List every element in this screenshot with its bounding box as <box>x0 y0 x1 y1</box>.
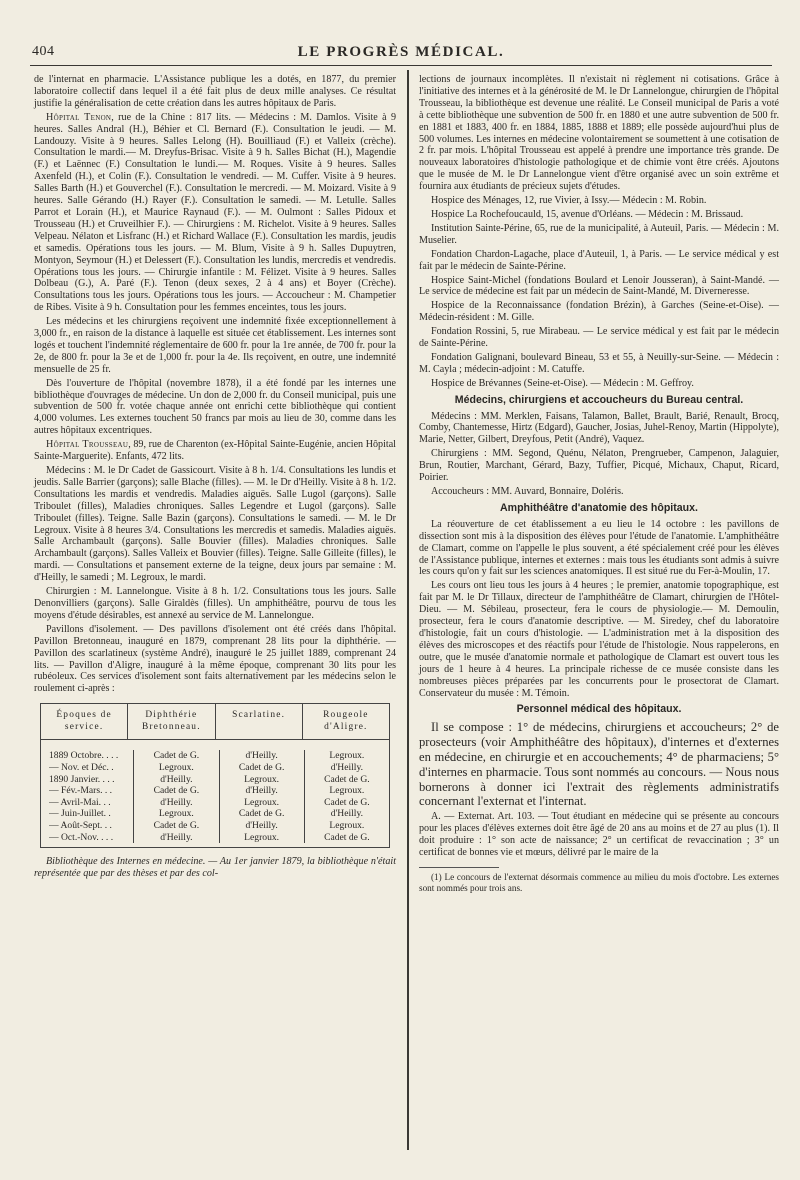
paragraph: Médecins : MM. Merklen, Faisans, Talamon, Ballet, Brault, Barié, Renault, Brocq, Comby, Chantemesse, Hirtz (Edgard), Gaucher, Josias, Juhel-Renoy, Martin (Hippolyte), Marie, Netter, Gilbert, Dreyfous, Petit (André), Vaquez. <box>419 410 779 446</box>
table-cell: — Avril-Mai. . . <box>49 796 111 808</box>
table-cell: Legroux. <box>244 796 280 808</box>
table-cell: Cadet de G. <box>324 831 370 843</box>
paragraph: Fondation Rossini, 5, rue Mirabeau. — Le service médical y est fait par le médecin de Sainte-Périne. <box>419 326 779 350</box>
footnote-divider <box>419 867 499 868</box>
table-cell: Legroux. <box>244 831 280 843</box>
table-cell: Cadet de G. <box>153 750 200 762</box>
table-cell: Legroux. <box>329 819 365 831</box>
table-column-rougeole <box>304 750 389 843</box>
table-cell: — Fév.-Mars. . . <box>49 785 113 797</box>
table-header-cell: Scarlatine. <box>215 704 302 739</box>
section-heading: Médecins, chirurgiens et accoucheurs du Bureau central. <box>454 393 744 406</box>
table-cell: Cadet de G. <box>153 819 200 831</box>
section-heading: Personnel médical des hôpitaux. <box>516 703 682 716</box>
table-cell: — Juin-Juillet. . <box>49 808 111 820</box>
paragraph: lections de journaux incomplètes. Il n'existait ni règlement ni cotisations. Grâce à l'initiative des internes et à la générosité de M. le Dr Lannelongue, chirurgien de l'hôpital Trousseau, la bibliothèque est devenue une réalité. Le Conseil municipal de Paris a voté à cette bibliothèque une subvention de 500 fr. en 1880 et une autre subvention de 500 fr. en 1881 et 1883, 400 fr. en 1884, 1885, 1888 et 1889; elle possède aujourd'hui plus de 500 volumes. Les internes en médecine volontairement se soumettent à une cotisation de 2 fr. par mois. L'hôpital Trousseau est appelé à prendre une importance très grande. De nouveaux laboratoires d'histologie pathologique et de chimie vont être créés. Ajoutons que le musée de M. le Dr Lannelongue vient d'être organisé avec un soin extrême et fournira aux étudiants de précieux sujets d'études. <box>419 74 779 193</box>
left-column <box>34 74 396 882</box>
paragraph: Hospice de la Reconnaissance (fondation Brézin), à Garches (Seine-et-Oise). — Médecin-résident : M. Gille. <box>419 300 779 324</box>
table-cell: — Nov. et Déc. . <box>49 762 114 773</box>
footnote: (1) Le concours de l'externat désormais commence au milieu du mois d'octobre. Les externes sont nommés pour trois ans. <box>419 871 779 893</box>
paragraph: Accoucheurs : MM. Auvard, Bonnaire, Doléris. <box>431 486 624 497</box>
paragraph: Hospice de Brévannes (Seine-et-Oise). — Médecin : M. Geffroy. <box>431 377 694 389</box>
paragraph: Chirurgien : M. Lannelongue. Visite à 8 h. 1/2. Consultations tous les jours. Salle Denonvilliers (garçons). Salle Giraldès (filles). Un amphithéâtre, pourvu de tous les moyens d'étude désirables, est annexé au service de M. Lannelongue. <box>34 586 396 621</box>
page-number: 404 <box>32 44 55 59</box>
table-header-cell: Rougeole d'Aligre. <box>302 704 389 739</box>
table-cell: d'Heilly. <box>160 831 193 843</box>
table-cell: Legroux. <box>329 785 365 797</box>
table-cell: d'Heilly. <box>160 796 193 808</box>
table-cell: Cadet de G. <box>324 796 370 808</box>
hospital-name: Hôpital Trousseau <box>46 439 129 451</box>
table-cell: Legroux. <box>244 773 280 785</box>
paragraph: Fondation Galignani, boulevard Bineau, 53 et 55, à Neuilly-sur-Seine. — Médecin : M. Cayla ; médecin-adjoint : M. Catuffe. <box>419 351 779 375</box>
table-cell: 1890 Janvier. . . . <box>49 773 115 785</box>
paragraph: Hospice La Rochefoucauld, 15, avenue d'Orléans. — Médecin : M. Brissaud. <box>431 208 744 220</box>
paragraph: Les cours ont lieu tous les jours à 4 heures ; le premier, anatomie topographique, est fait par M. le Dr Tillaux, directeur de l'amphithéâtre de Clamart, chirurgien de l'Hôtel-Dieu. — M. Sébileau, prosecteur, fera le cours de physiologie.— M. Demoulin, prosecteur, fera le cours d'anatomie descriptive. — M. Siredey, chef du laboratoire d'histologie, fait un cours d'histologie. — L'administration met à la disposition des élèves des microscopes et des réactifs pour l'étude de l'histologie. Nous rappelerons, en outre, que le musée d'anatomie normale et pathologique de Clamart est ouvert tous les jours de 1 heure à 4 heures. La principale richesse de ce musée consiste dans les nombreuses pièces préparées par les concurrents pour le prosectorat de Clamart. Conservateur du musée : M. Témoin. <box>419 580 779 699</box>
paragraph: Hospice des Ménages, 12, rue Vivier, à Issy.— Médecin : M. Robin. <box>431 195 707 207</box>
table-header <box>41 704 389 740</box>
table-cell: d'Heilly. <box>160 773 193 785</box>
paragraph: Bibliothèque des Internes en médecine. — Au 1er janvier 1879, la bibliothèque n'était représentée que par des thèses et par des col- <box>34 856 396 880</box>
table-body <box>41 740 389 847</box>
table-cell: — Août-Sept. . . <box>49 819 112 831</box>
table-cell: d'Heilly. <box>245 819 278 831</box>
table-column-diphtheria <box>133 750 218 843</box>
table-cell: d'Heilly. <box>330 808 364 820</box>
table-header-cell: Époques de service. <box>56 710 112 732</box>
paragraph: Médecins : M. le Dr Cadet de Gassicourt. Visite à 8 h. 1/4. Consultations les lundis et jeudis. Salle Barrier (garçons); salle Blache (filles). — M. le Dr d'Heilly. Visite à 8 h. 1/2. Consultations les mardis et vendredis. Maladies aiguës. Salle Lugol (garçons). Salle Triboulet (filles), Maladies chroniques. Salles Legendre et Lugol (garçons). Salle Triboulet (filles). Teigne. Salle Bazin (garçons). Consultations le samedi. — M. le Dr Legroux. Visite à 8 heures 3/4. Consultations les mercredis et samedis. Maladies aiguës. Salle Archambault (garçons). Salle Bouvier (filles). Maladies chroniques. Salle Archambault (garçons). Salles Valleix et Bouvier (filles). Teigne. Salle Gilleite (filles), le mardi. — Consultations et pansement externe de la teigne, deux jours par semaine : M. d'Heilly, le samedi ; M. Legroux, le mardi. <box>34 465 396 584</box>
table-cell: 1889 Octobre. . . . <box>49 750 119 762</box>
table-cell: Cadet de G. <box>324 773 370 785</box>
paragraph-tenon <box>34 112 396 314</box>
paragraph-large: Il se compose : 1° de médecins, chirurgiens et accoucheurs; 2° de prosecteurs (voir Amphithéâtre des hôpitaux), d'internes et d'externes en médecine, en chirurgie et en accouchements; 4° de pharmaciens; 5° d'internes en pharmacie. Tous sont nommés au concours. — Nous nous bornerons à donner ici l'extrait des règlements administratifs concernant l'externat et l'internat. <box>419 720 779 809</box>
paragraph: Les médecins et les chirurgiens reçoivent une indemnité fixée exceptionnellement à 3,000 fr., en raison de la distance à laquelle est située cet établissement. Les internes sont logés et touchent l'indemnité réglementaire de 600 fr. pour la 1re année, de 700 fr. pour la 2e, de 800 fr. pour la 3e et de 1,000 fr. pour la 4e. Ils reçoivent, en outre, une indemnité mensuelle de 25 fr. <box>34 316 396 375</box>
paragraph: Pavillons d'isolement. — Des pavillons d'isolement ont été créés dans l'hôpital. Pavillon Bretonneau, inauguré en 1879, comprenant 28 lits pour la diphthérie. — Pavillon des scarlatineux (système André), inauguré le 25 juillet 1889, comprenant 24 lits. — Pavillon d'Aligre, inauguré à la même époque, comprenant 30 lits pour les rubéoleux. Ces services d'isolement sont faits alternativement par les médecins selon le roulement ci-après : <box>34 623 396 695</box>
paragraph: Dès l'ouverture de l'hôpital (novembre 1878), il a été fondé par les internes une bibliothèque d'ouvrages de médecine. Un don de 2,000 fr. du Conseil municipal, puis une subvention de 500 fr. votée chaque année ont enrichi cette bibliothèque qui contient 4,000 volumes. Les externes touchent 50 francs par mois au lieu de 30, comme dans les autres hôpitaux excentriques. <box>34 377 396 437</box>
paragraph: Chirurgiens : MM. Segond, Quénu, Nélaton, Prengrueber, Campenon, Jalaguier, Brun, Routier, Marchant, Gérard, Bazy, Tuffier, Picqué, Michaux, Chaput, Ricard, Poirier. <box>419 448 779 484</box>
table-cell: Legroux. <box>158 762 194 773</box>
table-cell: d'Heilly. <box>245 785 278 797</box>
hospital-name: Hôpital Tenon <box>46 111 112 123</box>
table-cell: Cadet de G. <box>153 785 200 797</box>
paragraph: de l'internat en pharmacie. L'Assistance publique les a dotés, en 1877, du premier laboratoire collectif dans lequel il a été fait plus de deux mille analyses. Ce résultat justifie la généralisation de cette création dans les autres hôpitaux de Paris. <box>34 74 396 109</box>
section-heading: Amphithéâtre d'anatomie des hôpitaux. <box>500 501 698 514</box>
paragraph-text: , rue de la Chine : 817 lits. — Médecins : M. Damlos. Visite à 9 heures. Salles Andral (H.), Béhier et Cl. Bernard (F.). Consultation le jeudi. — M. Landouzy. Visite à 9 heures. Salles Lelong (H). Bouilliaud (F.) et Valleix (crèche). Consultation le mardi.— M. Dreyfus-Brisac. Visite à 9 h. Salles Bichat (H.), Magendie (F.) et Laënnec (F.) Consultation le lundi.— M. Roques. Visite à 9 heures. Salles Axenfeld (H.), et Colin (F.). Consultation le vendredi. — M. Cuffer. Visite à 9 heures. Salles Barth (H.) et Gouverchel (F.). Consultation le mercredi. — M. Moizard. Visite à 9 heures. Salle Gérando (H.) Rayer (F.). Consultation le samedi. — M. Letulle. Salles Parrot et Lorain (H.), et Maurice Raynaud (F.). — M. Oulmont : Salles Pidoux et Trousseau (H.) et Cruveilhier F.). — Chirurgiens : M. Richelot. Visite à 9 heures. Salles Velpeau. Nélaton et Lisfranc (H.) et Richard Wallace (F.). Consultation les mardis, jeudis et samedis. Opérations tous les jours. — M. Blum, Visite à 9 h. Salles Dupuytren, Montyon, Seymour (H.) et Delessert (F.). Consultation les lundis, mercredis et vendredis. Opérations tous les jours. — Chirurgie infantile : M. Félizet. Visite à 9 heures. Salles Dolbeau (G.), A. Paré (F.). Tenon (deux sexes, 2 à 4 ans) et Boyer (Crèche). Consultations tous les jours. Opérations tous les jours. — Accoucheur : M. Champetier de Ribes. Visite à 9 h. Consultation pour les femmes enceintes, tous les jours. <box>34 111 397 314</box>
paragraph-text: , 89, rue de Charenton (ex-Hôpital Sainte-Eugénie, ancien Hôpital Sainte-Marguerite). Enfants, 472 lits. <box>34 439 396 463</box>
table-cell: Legroux. <box>158 808 194 820</box>
paragraph-trousseau <box>34 439 396 463</box>
table-cell: d'Heilly. <box>330 762 364 773</box>
paragraph: Fondation Chardon-Lagache, place d'Auteuil, 1, à Paris. — Le service médical y est fait par le médecin de Sainte-Périne. <box>419 248 779 272</box>
paragraph: Hospice Saint-Michel (fondations Boulard et Lenoir Jousseran), à Saint-Mandé. — Le service de médecine est fait par un médecin de Saint-Mandé, M. Diverneresse. <box>419 274 779 298</box>
journal-title: LE PROGRÈS MÉDICAL. <box>297 44 505 60</box>
table-header-cell: Diphthérie Bretonneau. <box>127 704 214 739</box>
table-column-period <box>41 750 133 843</box>
table-cell: Legroux. <box>329 750 365 762</box>
paragraph: La réouverture de cet établissement a eu lieu le 14 octobre : les pavillons de dissection sont mis à la disposition des élèves pour l'étude de l'anatomie. L'amphithéâtre de Clamart, comme on l'appelle le plus souvent, a été spécialement créé pour les élèves de l'Assistance publique, internes et externes : mais tous les étudiants sont admis à suivre les cours qu'on y fait sur les sciences anatomiques. Il est situé rue du Fer-à-Moulin, 17. <box>419 518 779 578</box>
paragraph: Institution Sainte-Périne, 65, rue de la municipalité, à Auteuil, Paris. — Médecin : M. Muselier. <box>419 222 779 246</box>
table-cell: Cadet de G. <box>238 808 285 820</box>
page-header <box>30 42 772 66</box>
table-column-scarlatine <box>219 750 304 843</box>
paragraph: A. — Externat. Art. 103. — Tout étudiant en médecine qui se présente au concours pour les places d'élèves externes doit être âgé de 20 ans au moins et de 27 au plus (1). Il doit produire : 1° son acte de naissance; 2° un certificat de revaccination ; 3° un certificat de bonnes vie et mœurs, délivré par le maire de la <box>419 811 779 858</box>
column-divider <box>407 70 409 1150</box>
table-cell: d'Heilly. <box>245 750 278 762</box>
right-column <box>419 74 779 896</box>
table-cell: Cadet de G. <box>238 762 285 773</box>
table-cell: — Oct.-Nov. . . . <box>49 831 114 843</box>
rotation-table <box>40 703 390 848</box>
